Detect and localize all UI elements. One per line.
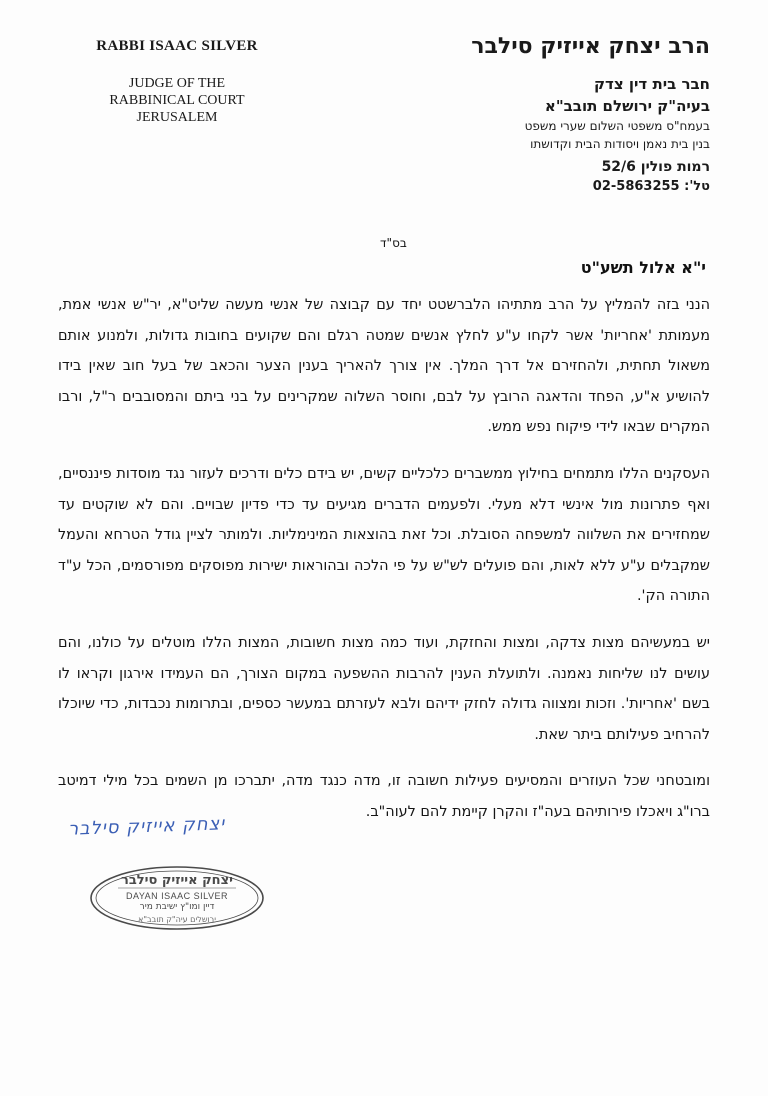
rabbinical-stamp (88, 864, 266, 932)
bsd-mark: בס"ד (380, 236, 407, 250)
handwritten-signature: יצחק אייזיק סילבר (67, 813, 226, 840)
body-paragraph-3: יש במעשיהם מצות צדקה, ומצות והחזקת, ועוד כמה מצות חשובות, המצות הללו מוטלים על כולנו, והם עושים לנו שליחות נאמנה. ולתועלת הענין להרבות ההשפעה במקום הצורך, הם העמידו אירגון וקראו לו בשם 'אחריות'. וזכות ומצווה גדולה לחזק ידיהם ולבא לעזרתם במעשר כספים, ובתרומות נכבדות, כדי שיוכלו להרחיב פעילותם ביתר שאת. (58, 634, 710, 743)
hebrew-address: רמות פולין 52/6 (601, 159, 710, 175)
hebrew-books-line-2: בנין בית נאמן ויסודות הבית וקדושתו (530, 137, 710, 151)
stamp-english-name: DAYAN ISAAC SILVER (125, 891, 229, 901)
stamp-hebrew-city: ירושלים עיה"ק תובב"א (138, 915, 216, 924)
hebrew-letterhead (410, 34, 710, 197)
body-paragraph-4: ומובטחני שכל העוזרים והמסיעים פעילות חשובה זו, מדה כנגד מדה, יתברכו מן השמים בכל מילי דמיטב ברו"ג ויאכלו פירותיהם בעה"ז והקרן קיימת להם לעוה"ב. (58, 773, 710, 820)
letter-date: י"א אלול תשע"ט (580, 258, 706, 277)
stamp-hebrew-role: דיין ומו"ץ ישיבת מיר (139, 902, 215, 912)
hebrew-phone: טל': 02-5863255 (592, 179, 710, 194)
hebrew-books-line-1: בעמח"ס משפטי השלום שערי משפט (524, 119, 710, 133)
english-title-line-1: JUDGE OF THE (128, 76, 226, 91)
english-letterhead (72, 38, 282, 126)
english-title-line-3: JERUSALEM (136, 110, 218, 125)
stamp-hebrew-name: יצחק אייזיק סילבר (121, 873, 233, 888)
hebrew-name: הרב יצחק אייזיק סילבר (471, 34, 710, 59)
body-paragraph-1: הנני בזה להמליץ על הרב מתתיהו הלברשטט יחד עם קבוצה של אנשי מעשה שליט"א, יר"ש אנשי אמת, מעמותת 'אחריות' אשר לקחו ע"ע לחלץ אנשים שמטה רגלם והם שקועים בחובות גדולות, ולמנוע אותם משאול תחתית, ולהחזירם אל דרך המלך. אין צורך להאריך בענין הצער והכאב של בעל חוב שאין בידו להושיע א"ע, הפחד והדאגה הרובץ על לבם, וחוסר השלוה שמקרינים על בני ביתם והמסובבים ר"ל, ורבו המקרים שבאו לידי פיקוח נפש ממש. (58, 297, 710, 436)
english-name: RABBI ISAAC SILVER (96, 38, 258, 54)
hebrew-title-1: חבר בית דין צדק (593, 75, 710, 93)
letter-body (58, 290, 710, 844)
english-title-line-2: RABBINICAL COURT (109, 93, 245, 108)
body-paragraph-2: העסקנים הללו מתמחים בחילוץ ממשברים כלכליים קשים, יש בידם כלים ודרכים לעזור נגד מוסדות פיננסיים, ואף פתרונות מול אינשי דלא מעלי. ולפעמים הדברים מגיעים עד כדי פדיון שבויים. והם לא שוקטים עד שמחזירים את השלווה למשפחה הסובלת. וכל זאת בהוצאות המינימליות. ולמותר לציין גודל הטרחא והעמל שמקבלים ע"ע ללא לאות, והם פועלים לש"ש על פי הלכה ובהוראות ישירות מפוסקים מפורסמים, הכל ע"ד התורה הק'. (58, 465, 710, 605)
hebrew-title-2: בעיה"ק ירושלם תובב"א (544, 97, 710, 115)
